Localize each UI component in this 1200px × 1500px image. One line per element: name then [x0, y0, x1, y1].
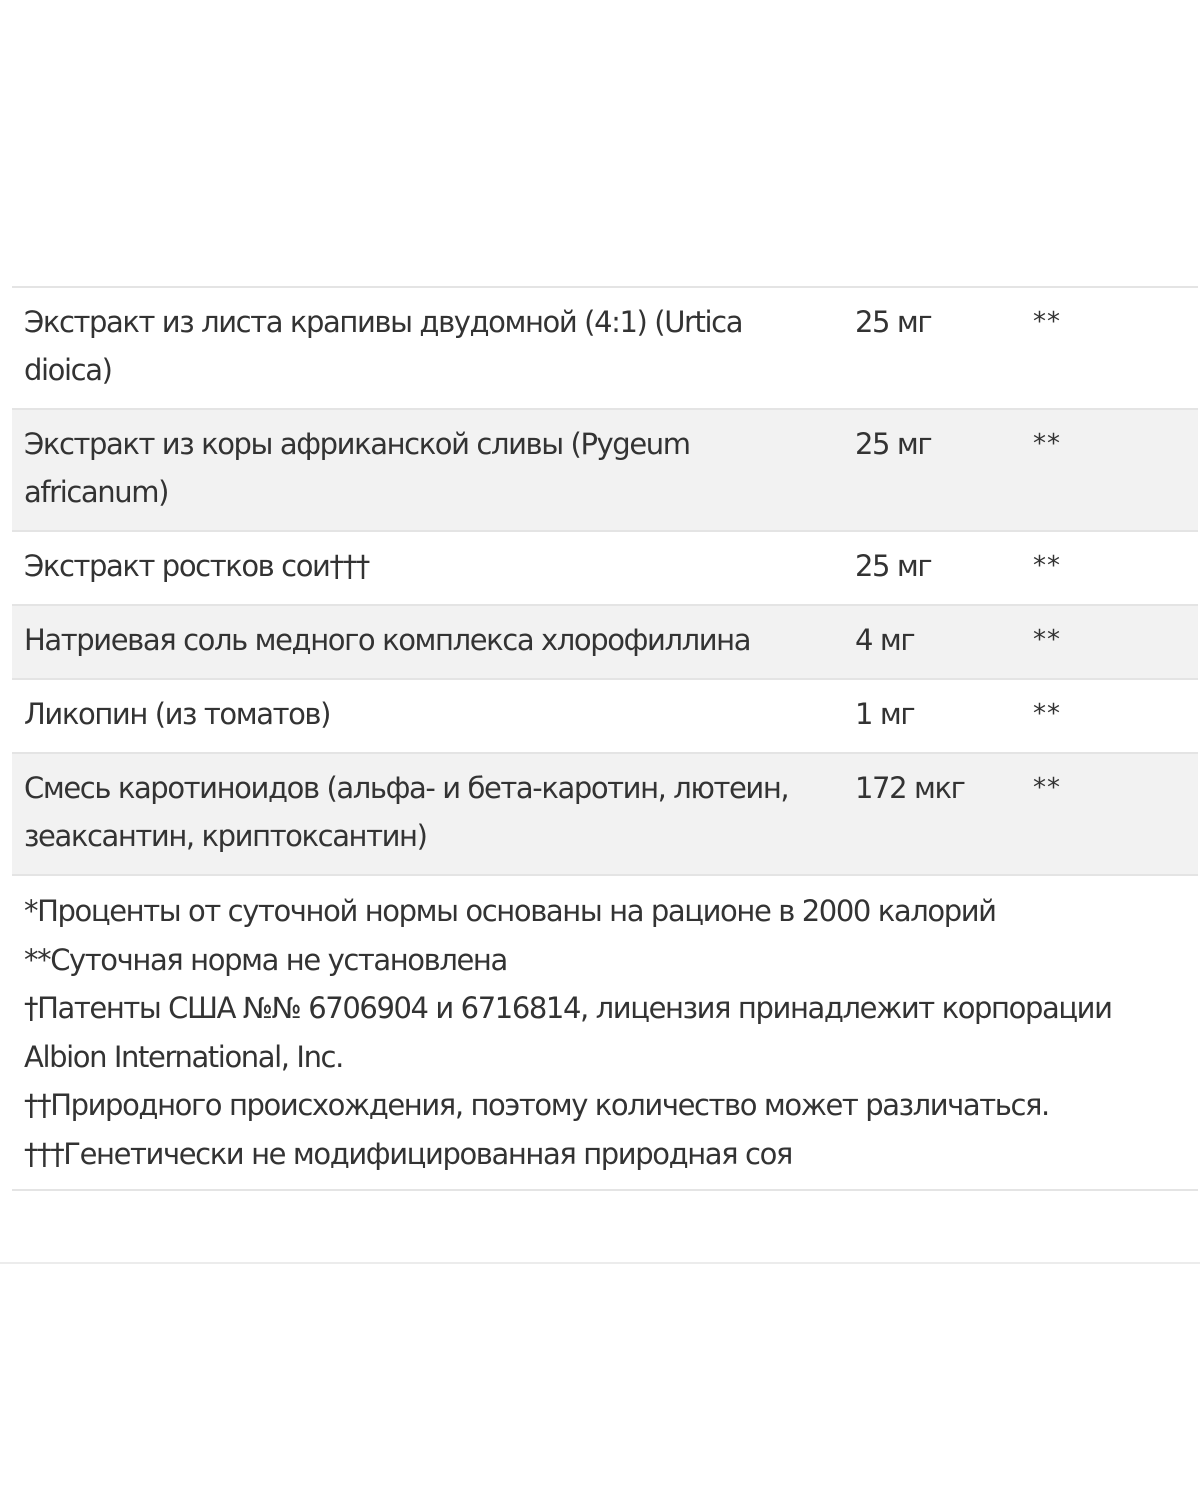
table-row [12, 680, 1198, 754]
footnotes [12, 883, 1198, 1191]
footnote: †Патенты США №№ 6706904 и 6716814, лицензия принадлежит корпорации [24, 991, 1112, 1025]
table-row [12, 410, 1198, 532]
ingredient-name: Ликопин (из томатов) [24, 697, 331, 731]
ingredient-daily-value: ** [1033, 429, 1061, 459]
footnote: ††Природного происхождения, поэтому количество может различаться. [24, 1088, 1049, 1122]
footnote: Albion International, Inc. [24, 1039, 343, 1074]
ingredient-amount: 4 мг [855, 623, 915, 657]
ingredient-name: Экстракт из листа крапивы двудомной (4:1) (Urtica dioica) [24, 305, 743, 387]
table-row [12, 606, 1198, 680]
ingredient-name: Экстракт из коры африканской сливы (Pygeum africanum) [24, 427, 690, 509]
table-row [12, 532, 1198, 606]
ingredient-amount: 25 мг [855, 305, 932, 339]
footnote: **Суточная норма не установлена [24, 942, 507, 977]
footnote: *Проценты от суточной нормы основаны на рационе в 2000 калорий [24, 894, 996, 928]
supplement-facts-table [12, 286, 1198, 876]
ingredient-daily-value: ** [1033, 625, 1061, 655]
ingredient-amount: 25 мг [855, 549, 932, 583]
table-row [12, 288, 1198, 410]
ingredient-amount: 1 мг [855, 697, 915, 731]
ingredient-daily-value: ** [1033, 699, 1061, 729]
ingredient-amount: 172 мкг [855, 771, 965, 805]
divider [0, 1262, 1200, 1264]
ingredient-daily-value: ** [1033, 307, 1061, 337]
ingredient-name: Экстракт ростков сои††† [24, 549, 369, 583]
ingredient-name: Смесь каротиноидов (альфа- и бета-каротин, лютеин, зеаксантин, криптоксантин) [24, 771, 789, 853]
ingredient-name: Натриевая соль медного комплекса хлорофиллина [24, 623, 751, 657]
table-row [12, 754, 1198, 876]
footnote: †††Генетически не модифицированная природная соя [24, 1136, 792, 1171]
ingredient-daily-value: ** [1033, 773, 1061, 803]
ingredient-amount: 25 мг [855, 427, 932, 461]
ingredient-daily-value: ** [1033, 551, 1061, 581]
